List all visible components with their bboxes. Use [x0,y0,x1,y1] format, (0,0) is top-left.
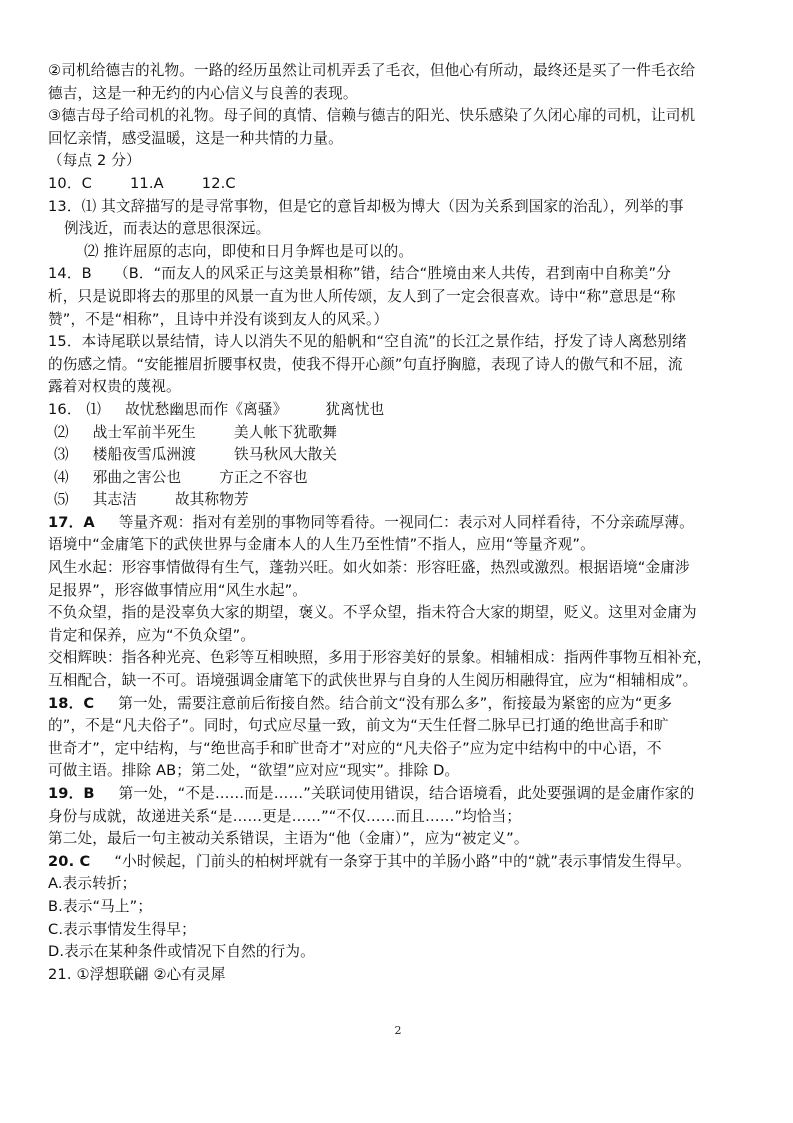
answer-14-line: 析，只是说即将去的那里的风景一直为世人所传颂，友人到了一定会很喜欢。诗中“称”意思是“称 [48,287,676,305]
answer-20-line: 20. C “小时候起，门前头的柏树坪就有一条穿于其中的羊肠小路”中的“就”表示事情发生得早。 [48,852,691,870]
answer-19-line: 身份与成就，故递进关系“是……更是……”“不仅……而且……”均恰当； [48,807,522,825]
answer-16-5: ⑸ 其志洁 故其称物芳 [54,491,249,509]
answer-17-line: 交相辉映：指各种光亮、色彩等互相映照，多用于形容美好的景象。相辅相成：指两件事物互相补充， [48,649,712,667]
answer-14-line: 赞”，不是“相称”，且诗中并没有谈到友人的风采。） [48,310,389,328]
answer-17-line: 足报界”，形容做事情应用“风生水起”。 [48,581,308,599]
answer-10: 10．C [48,174,92,192]
score-note: （每点 2 分） [48,152,141,170]
answer-18-line: 18．C 第一处，需要注意前后衔接自然。结合前文“没有那么多”，衔接最为紧密的应为“更多 [48,694,673,712]
answer-17-line: 互相配合，缺一不可。语境强调金庸笔下的武侠世界与自身的人生阅历相融得宜，应为“相辅相成”。 [48,672,698,690]
answer-16-4: ⑷ 邪曲之害公也 方正之不容也 [54,468,308,486]
answer-11: 11.A [129,174,164,192]
answer-17-line: 不负众望，指的是没辜负大家的期望，褒义。不孚众望，指未符合大家的期望，贬义。这里对金庸为 [48,604,697,622]
answer-12: 12.C [201,174,236,192]
answer-15-line: 露着对权贵的蔑视。 [48,378,181,396]
answer-13-line: 例浅近，而表达的意思很深远。 [64,220,271,238]
text-line: 回忆亲情，感受温暖，这是一种共情的力量。 [48,129,343,147]
answer-17-line: 风生水起：形容事情做得有生气，蓬勃兴旺。如火如荼：形容旺盛，热烈或激烈。根据语境“金庸涉 [48,559,690,577]
page-number: 2 [394,1024,402,1037]
text-line: ②司机给德吉的礼物。一路的经历虽然让司机弄丢了毛衣，但他心有所动，最终还是买了一件毛衣给 [48,62,696,79]
answer-15-line: 的伤感之情。“安能摧眉折腰事权贵，使我不得开心颜”句直抒胸臆，表现了诗人的傲气和不屈，流 [48,355,683,373]
answer-19-line: 19．B 第一处，“不是……而是……”关联词使用错误，结合语境看，此处要强调的是金庸作家的 [48,785,695,802]
answer-14-line: 14．B （B．“而友人的风采正与这美景相称”错，结合“胜境由来人共传，君到南中自称美”分 [48,265,672,283]
answer-key-content [48,60,760,986]
answer-20-option-c: C.表示事情发生得早； [48,920,196,938]
answer-21: 21. ①浮想联翩 ②心有灵犀 [48,965,226,983]
answer-17-line: 肯定和保养，应为“不负众望”。 [48,626,256,644]
answers-10-12 [48,173,760,196]
answer-16-2: ⑵ 战士军前半死生 美人帐下犹歌舞 [54,423,338,441]
answer-16-3: ⑶ 楼船夜雪瓜洲渡 铁马秋风大散关 [54,446,338,464]
answer-16-1: 16． ⑴ 故忧愁幽思而作《离骚》 犹离忧也 [48,400,385,418]
answer-18-line: 可做主语。排除 AB；第二处，“欲望”应对应“现实”。排除 D。 [48,762,460,780]
answer-20-option-d: D.表示在某种条件或情况下自然的行为。 [48,943,315,961]
answer-19-line: 第二处，最后一句主被动关系错误，主语为“他（金庸）”，应为“被定义”。 [48,830,529,848]
answer-13-line: 13．⑴ 其文辞描写的是寻常事物，但是它的意旨却极为博大（因为关系到国家的治乱），列举的事 [48,197,684,215]
answer-13-line: ⑵ 推许屈原的志向，即使和日月争辉也是可以的。 [84,242,414,260]
answer-15-line: 15．本诗尾联以景结情，诗人以消失不见的船帆和“空自流”的长江之景作结，抒发了诗人离愁别绪 [48,333,687,351]
answer-18-line: 世奇才”，定中结构，与“绝世高手和旷世奇才”对应的“凡夫俗子”应为定中结构中的中心语，不 [48,739,662,757]
answer-20-option-a: A.表示转折； [48,875,137,893]
answer-18-line: 的”，不是“凡夫俗子”。同时，句式应尽量一致，前文为“天生任督二脉早已打通的绝世高手和旷 [48,717,669,735]
text-line: 德吉，这是一种无约的内心信义与良善的表现。 [48,84,358,102]
answer-17-line: 17．A 等量齐观：指对有差别的事物同等看待。一视同仁：表示对人同样看待，不分亲疏厚薄。 [48,513,694,531]
text-line: ③德吉母子给司机的礼物。母子间的真情、信赖与德吉的阳光、快乐感染了久闭心扉的司机，让司机 [48,107,696,125]
answer-20-option-b: B.表示“马上”； [48,897,153,915]
answer-17-line: 语境中“金庸笔下的武侠世界与金庸本人的人生乃至性情”不指人，应用“等量齐观”。 [48,536,595,554]
